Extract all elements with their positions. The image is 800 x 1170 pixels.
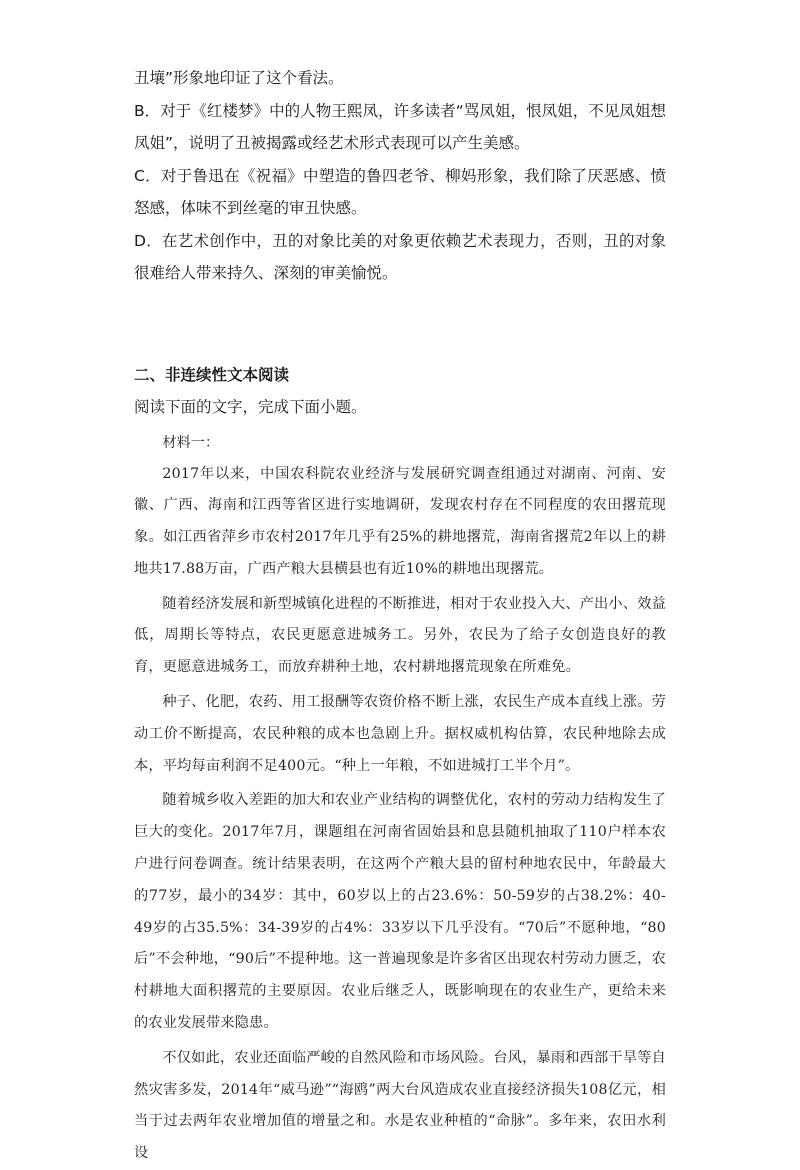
section-title: 二、非连续性文本阅读 [134, 359, 666, 391]
option-c: C．对于鲁迅在《祝福》中塑造的鲁四老爷、柳妈形象，我们除了厌恶感、愤怒感，体味不到丝毫的审丑快感。 [134, 160, 666, 225]
section-instruction: 阅读下面的文字，完成下面小题。 [134, 391, 666, 423]
material-paragraph-3: 种子、化肥，农药、用工报酬等农资价格不断上涨，农民生产成本直线上涨。劳动工价不断提高，农民种粮的成本也急剧上升。据权威机构估算，农民种地除去成本，平均每亩利润不足400元。“种上一年粮，不如进城打工半个月”。 [134, 687, 666, 782]
material-one [134, 427, 666, 1170]
material-paragraph-4: 随着城乡收入差距的加大和农业产业结构的调整优化，农村的劳动力结构发生了巨大的变化。2017年7月，课题组在河南省固始县和息县随机抽取了110户样本农户进行问卷调查。统计结果表明，在这两个产粮大县的留村种地农民中，年龄最大的77岁，最小的34岁：其中，60岁以上的占23.6%：50-59岁的占38.2%：40-49岁的占35.5%：34-39岁的占4%：33岁以下几乎没有。“70后”不愿种地，“80后”不会种地，“90后”不提种地。这一普遍现象是许多省区出现农村劳动力匮乏，农村耕地大面积撂荒的主要原因。农业后继乏人，既影响现在的农业生产，更给未来的农业发展带来隐患。 [134, 785, 666, 1039]
option-a-continuation: 丑壤”形象地印证了这个看法。 [134, 62, 666, 95]
material-paragraph-1: 2017年以来，中国农科院农业经济与发展研究调查组通过对湖南、河南、安徽、广西、海南和江西等省区进行实地调研，发现农村存在不同程度的农田撂荒现象。如江西省萍乡市农村2017年几乎有25%的耕地撂荒，海南省撂荒2年以上的耕地共17.88万亩，广西产粮大县横县也有近10%的耕地出现撂荒。 [134, 459, 666, 586]
material-label: 材料一： [134, 427, 666, 459]
option-d: D．在艺术创作中，丑的对象比美的对象更依赖艺术表现力，否则，丑的对象很难给人带来持久、深刻的审美愉悦。 [134, 225, 666, 290]
option-b: B．对于《红楼梦》中的人物王熙凤，许多读者“骂凤姐，恨凤姐，不见凤姐想凤姐”，说明了丑被揭露或经艺术形式表现可以产生美感。 [134, 95, 666, 160]
material-paragraph-5: 不仅如此，农业还面临严峻的自然风险和市场风险。台风，暴雨和西部干旱等自然灾害多发，2014年“威马逊”“海鸥”两大台风造成农业直接经济损失108亿元，相当于过去两年农业增加值的增量之和。水是农业种植的“命脉”。多年来，农田水利设 [134, 1043, 666, 1170]
material-paragraph-2: 随着经济发展和新型城镇化进程的不断推进，相对于农业投入大、产出小、效益低，周期长等特点，农民更愿意进城务工。另外，农民为了给子女创造良好的教育，更愿意进城务工，而放弃耕种土地，农村耕地撂荒现象在所难免。 [134, 589, 666, 684]
answer-options [134, 62, 666, 290]
